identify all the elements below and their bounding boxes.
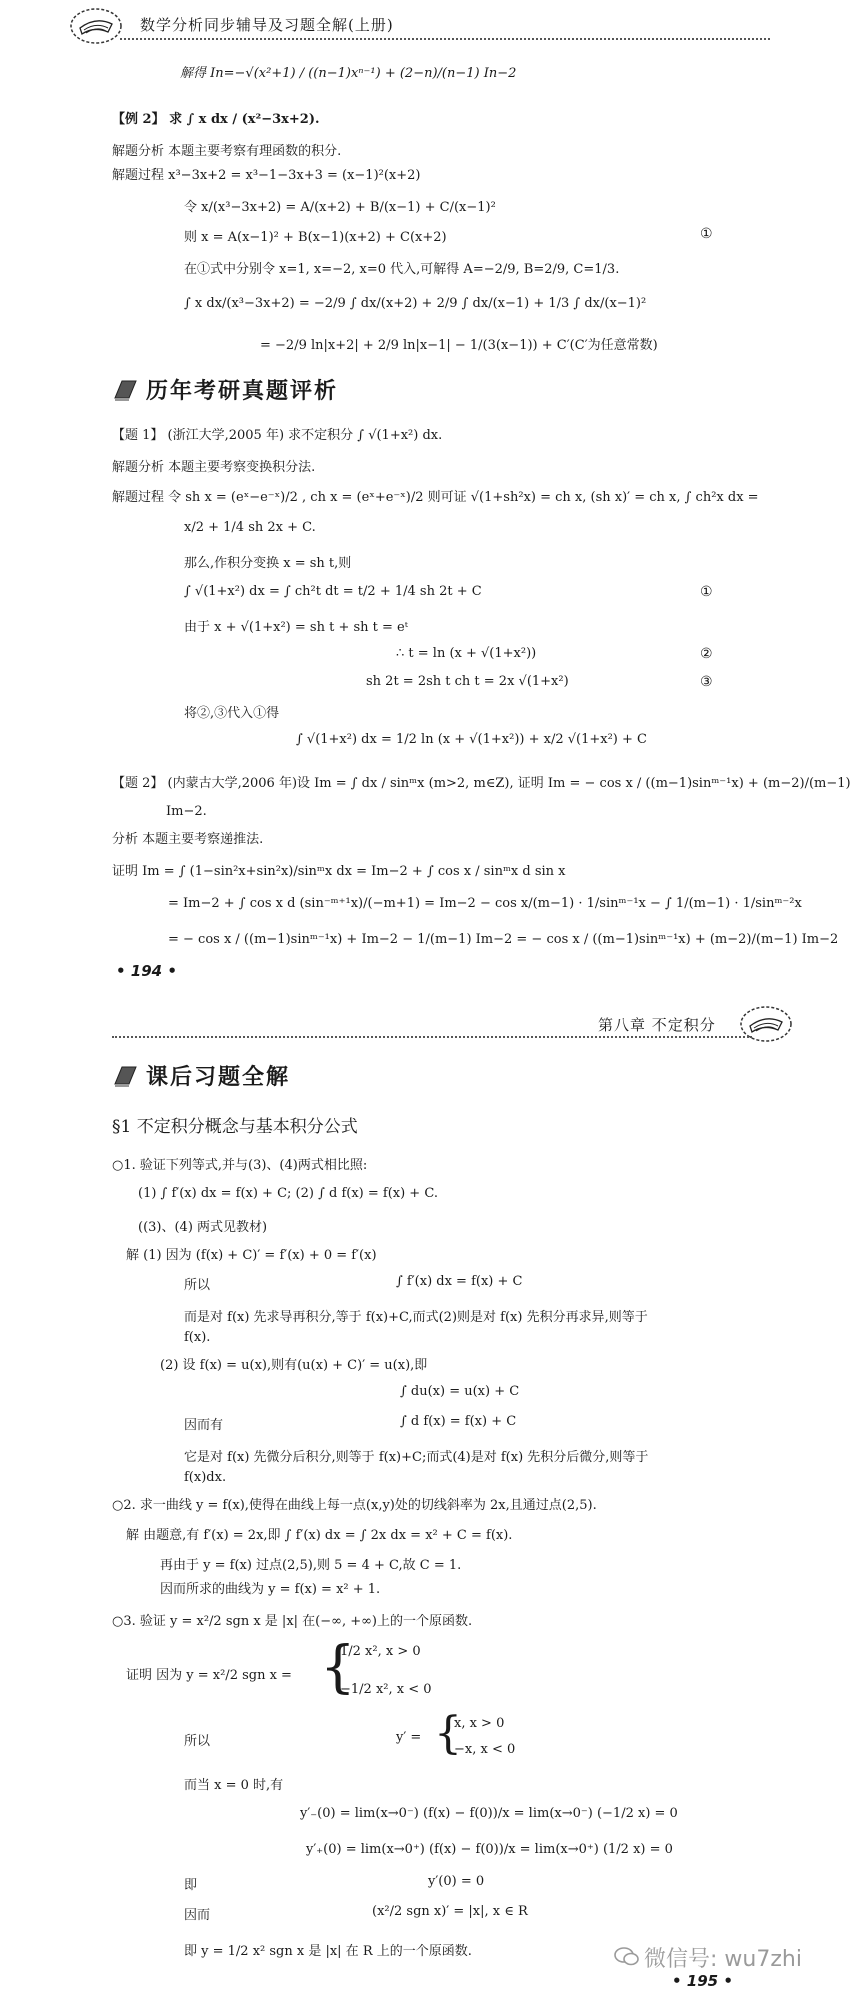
text-line: ○1. 验证下列等式,并与(3)、(4)两式相比照: xyxy=(112,1158,368,1173)
text-line: 所以 xyxy=(184,1734,211,1749)
header-divider xyxy=(120,38,770,40)
text-line: 将②,③代入①得 xyxy=(184,706,280,721)
text-line: sh 2t = 2sh t ch t = 2x √(1+x²) xyxy=(366,674,569,689)
text-line: 而是对 f(x) 先求导再积分,等于 f(x)+C,而式(2)则是对 f(x) 先积分再求异,则等于 xyxy=(184,1310,648,1325)
text-line: 解 由题意,有 f′(x) = 2x,即 ∫ f′(x) dx = ∫ 2x dx = x² + C = f(x). xyxy=(126,1528,513,1543)
page-number: • 194 • xyxy=(116,962,177,980)
text-line: ∫ x dx/(x³−3x+2) = −2/9 ∫ dx/(x+2) + 2/9 ∫ dx/(x−1) + 1/3 ∫ dx/(x−1)² xyxy=(184,296,647,311)
text-line: y′₊(0) = lim(x→0⁺) (f(x) − f(0))/x = lim(x→0⁺) (1/2 x) = 0 xyxy=(306,1842,673,1857)
text-line: 则 x = A(x−1)² + B(x−1)(x+2) + C(x+2) xyxy=(184,230,447,245)
wechat-icon xyxy=(614,1946,640,1968)
text-line: 因而 xyxy=(184,1908,211,1923)
equation-number: ① xyxy=(700,584,713,600)
text-line: 解得 In=−√(x²+1) / ((n−1)xⁿ⁻¹) + (2−n)/(n−1) In−2 xyxy=(180,66,517,81)
text-line: ∫ √(1+x²) dx = ∫ ch²t dt = t/2 + 1/4 sh 2t + C xyxy=(184,584,482,599)
text-line: x/2 + 1/4 sh 2x + C. xyxy=(184,520,316,535)
text-line: 而当 x = 0 时,有 xyxy=(184,1778,284,1793)
text-line: y′₋(0) = lim(x→0⁻) (f(x) − f(0))/x = lim(x→0⁻) (−1/2 x) = 0 xyxy=(300,1806,678,1821)
text-line: 【题 1】 (浙江大学,2005 年) 求不定积分 ∫ √(1+x²) dx. xyxy=(112,428,443,443)
text-line: ∫ √(1+x²) dx = 1/2 ln (x + √(1+x²)) + x/2 √(1+x²) + C xyxy=(296,732,647,747)
text-line: Im−2. xyxy=(166,804,207,819)
text-line: 【题 2】 (内蒙古大学,2006 年)设 Im = ∫ dx / sinᵐx (m>2, m∈Z), 证明 Im = − cos x / ((m−1)sinᵐ⁻¹x) + (m−2)/(m−1) xyxy=(112,776,851,791)
book-logo-icon xyxy=(68,6,124,46)
text-line: (1) ∫ f′(x) dx = f(x) + C; (2) ∫ d f(x) = f(x) + C. xyxy=(138,1186,438,1201)
text-line: f(x). xyxy=(184,1330,211,1345)
text-line: (2) 设 f(x) = u(x),则有(u(x) + C)′ = u(x),即 xyxy=(160,1358,428,1373)
equation-number: ② xyxy=(700,646,713,662)
text-line: 解题过程 令 sh x = (eˣ−e⁻ˣ)/2 , ch x = (eˣ+e⁻ˣ)/2 则可证 √(1+sh²x) = ch x, (sh x)′ = ch x, ∫ ch²x dx = xyxy=(112,490,759,505)
text-line: ○3. 验证 y = x²/2 sgn x 是 |x| 在(−∞, +∞)上的一个原函数. xyxy=(112,1614,473,1629)
text-line: 在①式中分别令 x=1, x=−2, x=0 代入,可解得 A=−2/9, B=2/9, C=1/3. xyxy=(184,262,620,277)
brace-left: { xyxy=(320,1635,356,1700)
text-line: = − cos x / ((m−1)sinᵐ⁻¹x) + Im−2 − 1/(m−1) Im−2 = − cos x / ((m−1)sinᵐ⁻¹x) + (m−2)/(m−1) Im−2 xyxy=(168,932,839,947)
text-line: 即 xyxy=(184,1878,198,1893)
text-line: ∴ t = ln (x + √(1+x²)) xyxy=(396,646,537,661)
text-line: y′(0) = 0 xyxy=(428,1874,485,1889)
section-title: 课后习题全解 xyxy=(146,1065,291,1090)
page-number: • 195 • xyxy=(672,1972,733,1990)
text-line: 因而所求的曲线为 y = f(x) = x² + 1. xyxy=(160,1582,381,1597)
text-line: 证明 Im = ∫ (1−sin²x+sin²x)/sinᵐx dx = Im−2 + ∫ cos x / sinᵐx d sin x xyxy=(112,864,566,879)
section-book-icon xyxy=(112,1064,138,1088)
brace-left: { xyxy=(434,1708,462,1759)
text-line: = −2/9 ln|x+2| + 2/9 ln|x−1| − 1/(3(x−1)) + C′(C′为任意常数) xyxy=(260,338,658,353)
text-line: 【例 2】 求 ∫ x dx / (x²−3x+2). xyxy=(112,112,320,127)
text-line: y′ = xyxy=(396,1730,422,1745)
text-line: 即 y = 1/2 x² sgn x 是 |x| 在 R 上的一个原函数. xyxy=(184,1944,472,1959)
section-title: 历年考研真题评析 xyxy=(146,379,339,404)
text-line: 再由于 y = f(x) 过点(2,5),则 5 = 4 + C,故 C = 1. xyxy=(160,1558,462,1573)
text-line: f(x)dx. xyxy=(184,1470,227,1485)
text-line: 解 (1) 因为 (f(x) + C)′ = f′(x) + 0 = f′(x) xyxy=(126,1248,377,1263)
text-line: −x, x < 0 xyxy=(454,1742,516,1757)
text-line: 那么,作积分变换 x = sh t,则 xyxy=(184,556,352,571)
header-title: 数学分析同步辅导及习题全解(上册) xyxy=(140,16,394,34)
book-logo-icon xyxy=(738,1004,794,1044)
text-line: (x²/2 sgn x)′ = |x|, x ∈ R xyxy=(372,1904,528,1919)
watermark: 微信号: wu7zhi xyxy=(644,1947,802,1972)
text-line: 它是对 f(x) 先微分后积分,则等于 f(x)+C;而式(4)是对 f(x) 先积分后微分,则等于 xyxy=(184,1450,649,1465)
section-book-icon xyxy=(112,378,138,402)
text-line: 1/2 x², x > 0 xyxy=(340,1644,421,1659)
text-line: = Im−2 + ∫ cos x d (sin⁻ᵐ⁺¹x)/(−m+1) = Im−2 − cos x/(m−1) · 1/sinᵐ⁻¹x − ∫ 1/(m−1) · 1/sinᵐ⁻²x xyxy=(168,896,802,911)
text-line: 令 x/(x³−3x+2) = A/(x+2) + B/(x−1) + C/(x−1)² xyxy=(184,200,496,215)
header-divider xyxy=(112,1036,752,1038)
equation-number: ① xyxy=(700,226,713,242)
text-line: ((3)、(4) 两式见教材) xyxy=(138,1220,268,1235)
text-line: 解题分析 本题主要考察变换积分法. xyxy=(112,460,316,475)
text-line: 由于 x + √(1+x²) = sh t + sh t = eᵗ xyxy=(184,620,408,635)
text-line: ∫ f′(x) dx = f(x) + C xyxy=(396,1274,523,1289)
text-line: 因而有 xyxy=(184,1418,224,1433)
text-line: 分析 本题主要考察递推法. xyxy=(112,832,264,847)
text-line: 所以 xyxy=(184,1278,211,1293)
text-line: 证明 因为 y = x²/2 sgn x = xyxy=(126,1668,292,1683)
text-line: −1/2 x², x < 0 xyxy=(340,1682,432,1697)
text-line: ∫ d f(x) = f(x) + C xyxy=(400,1414,517,1429)
text-line: x, x > 0 xyxy=(454,1716,505,1731)
subsection-title: §1 不定积分概念与基本积分公式 xyxy=(112,1117,358,1137)
header-title: 第八章 不定积分 xyxy=(598,1016,716,1034)
text-line: 解题过程 x³−3x+2 = x³−1−3x+3 = (x−1)²(x+2) xyxy=(112,168,421,183)
text-line: ∫ du(x) = u(x) + C xyxy=(400,1384,520,1399)
page-195 xyxy=(0,1000,864,1997)
text-line: ○2. 求一曲线 y = f(x),使得在曲线上每一点(x,y)处的切线斜率为 2x,且通过点(2,5). xyxy=(112,1498,597,1513)
text-line: 解题分析 本题主要考察有理函数的积分. xyxy=(112,144,342,159)
equation-number: ③ xyxy=(700,674,713,690)
